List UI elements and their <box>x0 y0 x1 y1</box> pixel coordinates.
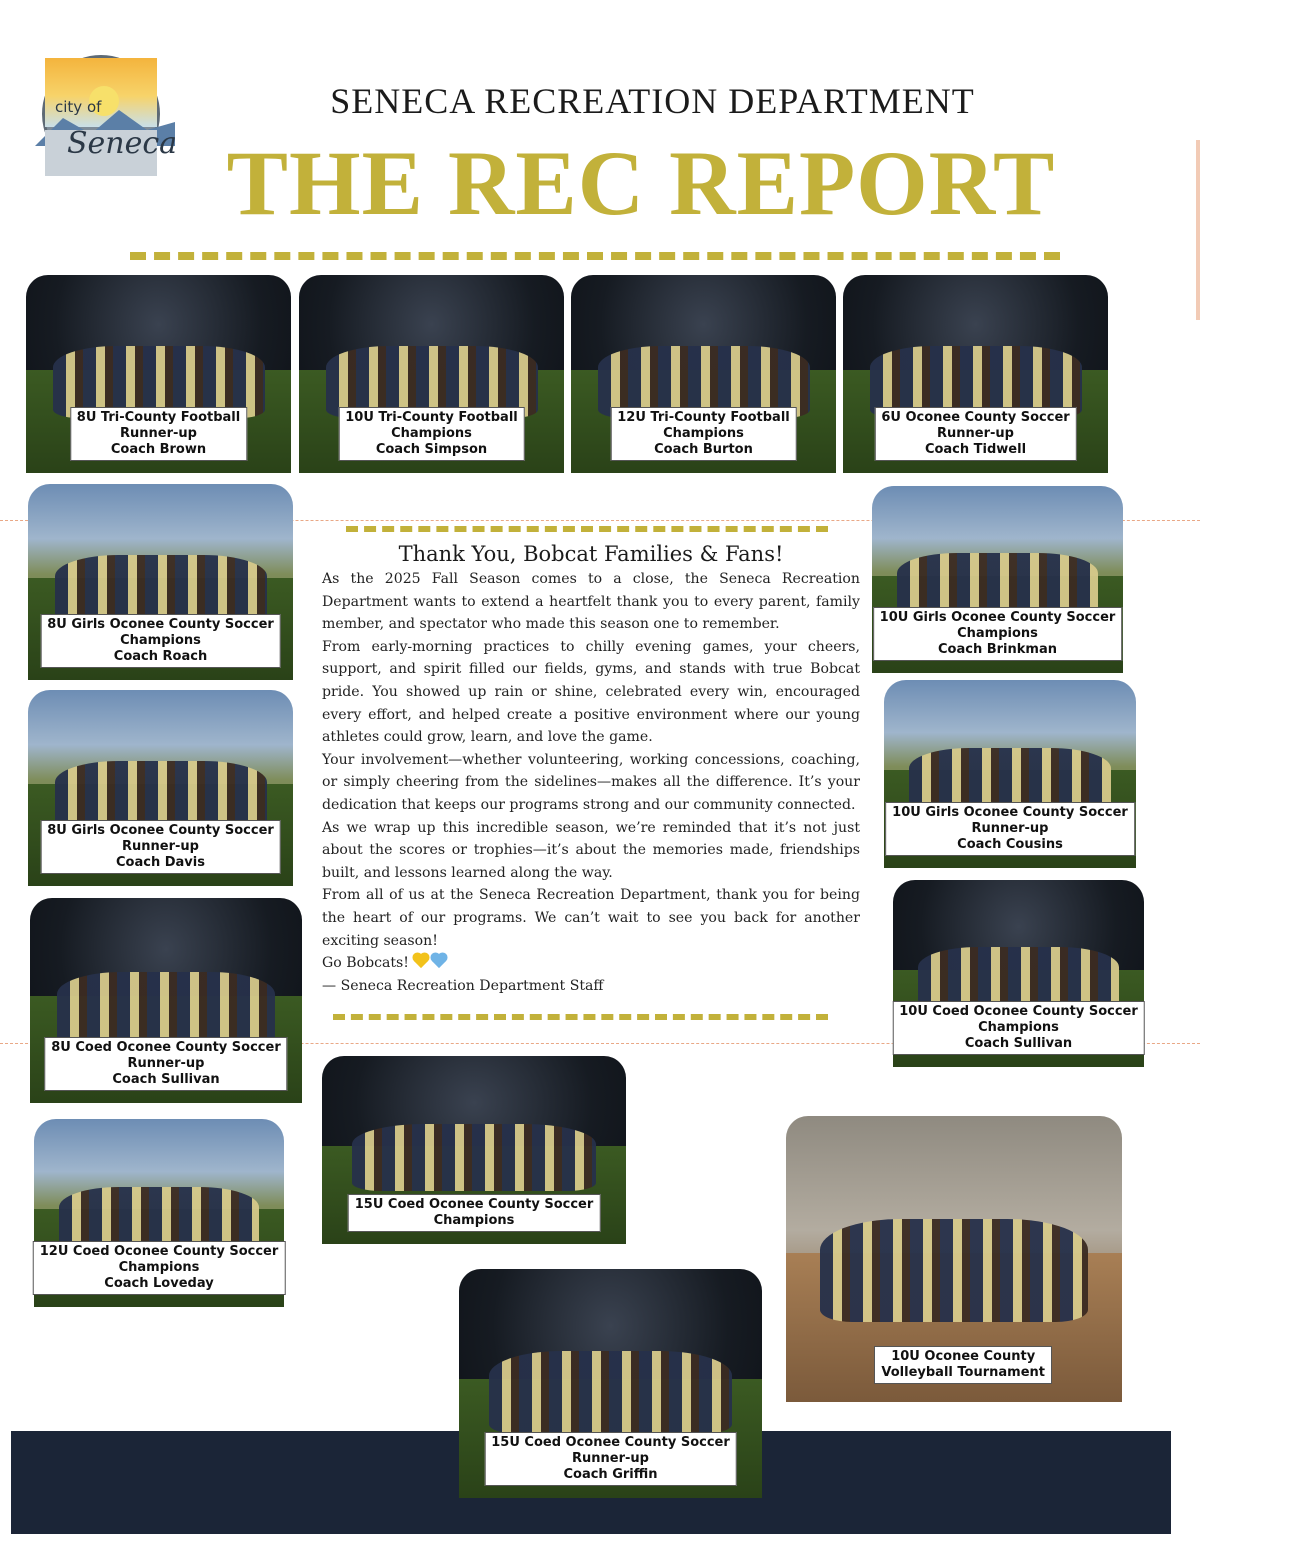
team-photo <box>26 275 291 473</box>
photo-caption: 6U Oconee County Soccer Runner-up Coach Tidwell <box>874 407 1076 461</box>
team-photo <box>786 1116 1122 1402</box>
team-photo <box>28 484 293 680</box>
department-name: SENECA RECREATION DEPARTMENT <box>330 81 975 121</box>
logo-text: city of <box>55 98 102 116</box>
article-paragraph: As we wrap up this incredible season, we’re reminded that it’s not just about the scores or trophies—it’s about the memories made, friendships built, and lessons learned along the way. <box>322 819 860 881</box>
dashed-divider <box>130 252 1060 260</box>
dashed-divider <box>346 526 828 532</box>
photo-caption: 12U Tri-County Football Champions Coach Burton <box>610 407 797 461</box>
photo-caption: 10U Coed Oconee County Soccer Champions Coach Sullivan <box>892 1001 1145 1055</box>
article-paragraph: From all of us at the Seneca Recreation Department, thank you for being the heart of our programs. We can’t wait to see you back for another exciting season! <box>322 887 860 949</box>
team-photo <box>30 898 302 1103</box>
newsletter-title: THE REC REPORT <box>226 132 1056 234</box>
team-photo <box>34 1119 284 1307</box>
photo-caption: 10U Girls Oconee County Soccer Runner-up Coach Cousins <box>885 802 1135 856</box>
article-heading: Thank You, Bobcat Families & Fans! <box>398 542 784 566</box>
team-photo <box>884 680 1136 868</box>
article-closing-line <box>322 952 860 975</box>
team-photo <box>843 275 1108 473</box>
photo-caption: 8U Tri-County Football Runner-up Coach Brown <box>70 407 247 461</box>
closing-text: Go Bobcats! <box>322 955 409 972</box>
photo-caption: 8U Coed Oconee County Soccer Runner-up Coach Sullivan <box>44 1037 287 1091</box>
photo-caption: 8U Girls Oconee County Soccer Champions Coach Roach <box>40 614 281 668</box>
photo-caption: 10U Tri-County Football Champions Coach Simpson <box>338 407 525 461</box>
photo-caption: 10U Girls Oconee County Soccer Champions Coach Brinkman <box>873 607 1123 661</box>
team-photo <box>571 275 836 473</box>
team-photo <box>872 486 1123 673</box>
team-photo <box>322 1056 626 1244</box>
dashed-divider <box>333 1014 828 1020</box>
article-paragraph: Your involvement—whether volunteering, working concessions, coaching, or simply cheering from the sidelines—makes all the difference. It’s your dedication that keeps our programs strong and our community connected. <box>322 751 860 813</box>
team-photo <box>299 275 564 473</box>
photo-caption: 15U Coed Oconee County Soccer Champions <box>348 1194 601 1232</box>
article-paragraph: From early-morning practices to chilly evening games, your cheers, support, and spirit filled our fields, gyms, and stands with true Bobcat pride. You showed up rain or shine, celebrated every win, encouraged every effort, and helped create a positive environment where our young athletes could grow, learn, and love the game. <box>322 638 860 746</box>
team-photo <box>893 880 1144 1067</box>
article-signature: — Seneca Recreation Department Staff <box>322 977 604 994</box>
article-paragraph: As the 2025 Fall Season comes to a close, the Seneca Recreation Department wants to extend a heartfelt thank you to every parent, family member, and spectator who made this season one to remember. <box>322 571 860 633</box>
blue-heart-icon <box>432 954 446 968</box>
photo-caption: 8U Girls Oconee County Soccer Runner-up Coach Davis <box>40 820 281 874</box>
yellow-heart-icon <box>414 954 428 968</box>
photo-caption: 10U Oconee County Volleyball Tournament <box>874 1346 1052 1384</box>
thank-you-article <box>322 542 860 997</box>
team-photo <box>28 690 293 886</box>
logo-text: Seneca <box>67 126 178 161</box>
photo-caption: 15U Coed Oconee County Soccer Runner-up Coach Griffin <box>484 1432 737 1486</box>
photo-caption: 12U Coed Oconee County Soccer Champions Coach Loveday <box>33 1241 286 1295</box>
team-photo <box>459 1269 762 1498</box>
